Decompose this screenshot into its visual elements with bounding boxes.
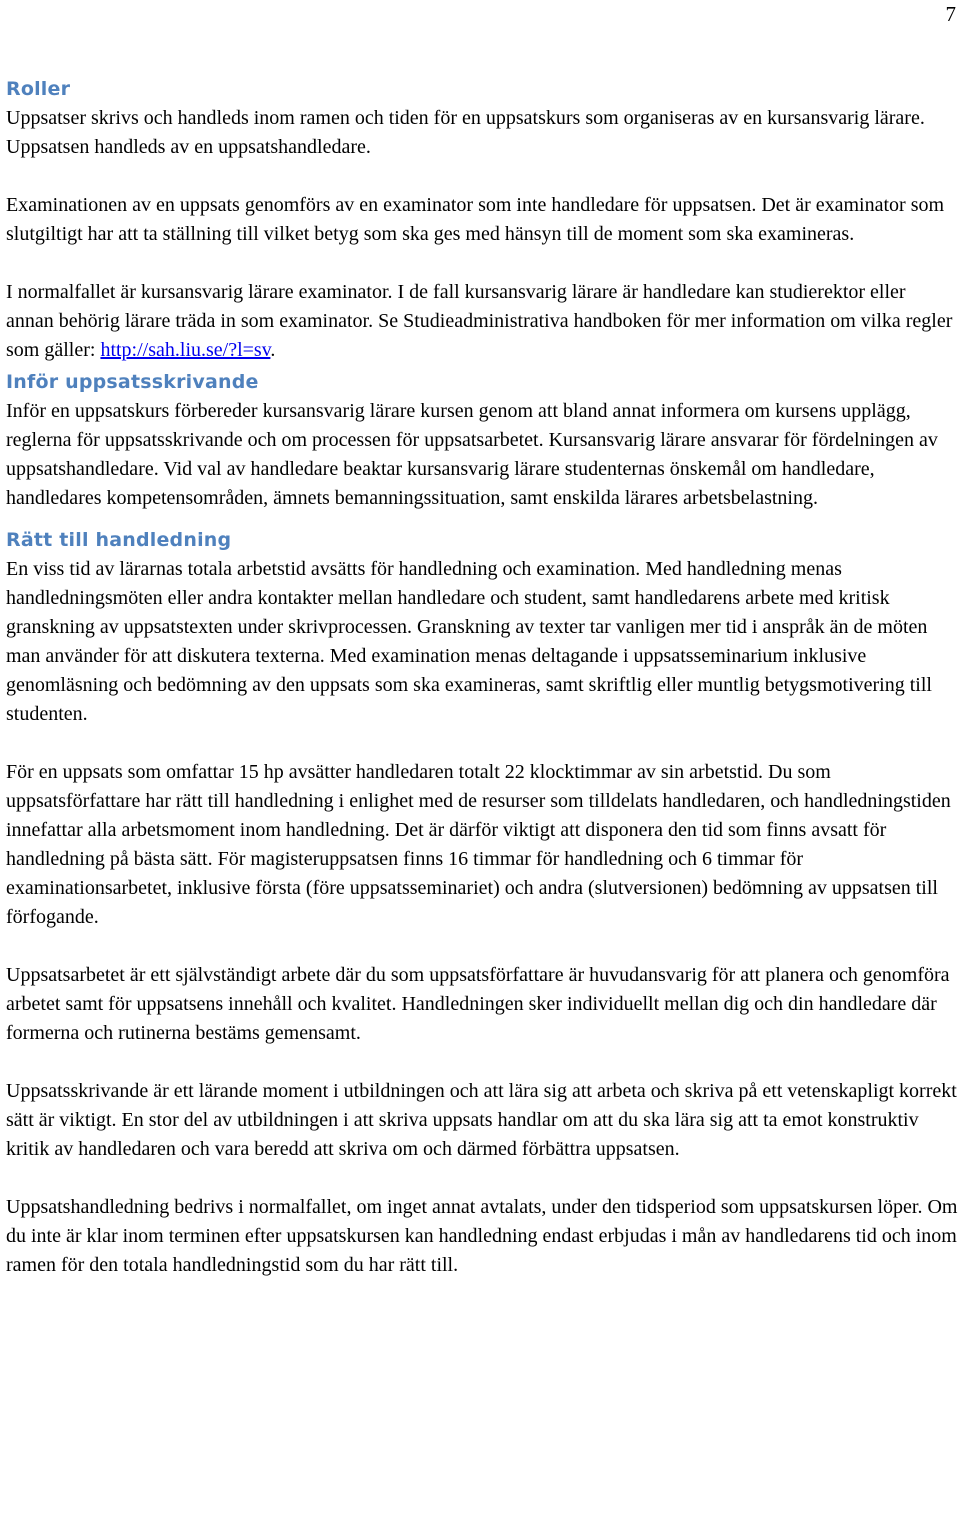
ratt-paragraph-4: Uppsatsskrivande är ett lärande moment i utbildningen och att lära sig att arbeta och skriva på ett vetenskapligt korrekt sätt är viktigt. En stor del av utbildningen i att skriva uppsats handlar om att du ska lära sig att ta emot konstruktiv kritik av handledaren och vara beredd att skriva om och därmed förbättra uppsatsen.: [6, 1080, 957, 1160]
roller-paragraph-2: Examinationen av en uppsats genomförs av en examinator som inte handledare för uppsatsen. Det är examinator som slutgiltigt har att ta ställning till vilket betyg som ska ges med hänsyn till de moment som ska examineras.: [6, 194, 945, 245]
section-heading-infor-uppsatsskrivande: Inför uppsatsskrivande: [6, 371, 259, 393]
roller-paragraph-3-text: I normalfallet är kursansvarig lärare examinator. I de fall kursansvarig lärare är handledare kan studierektor eller annan behörig lärare träda in som examinator. Se Studieadministrativa handboken för mer information om vilka regler som gäller:: [6, 281, 953, 361]
ratt-paragraph-1: En viss tid av lärarnas totala arbetstid avsätts för handledning och examination. Med handledning menas handledningsmöten eller andra kontakter mellan handledare och student, samt handledarens arbete med kritisk granskning av uppsatstexten under skrivprocessen. Granskning av texter tar vanligen mer tid i anspråk än de möten man använder för att diskutera texterna. Med examination menas deltagande i uppsatsseminarium inklusive genomläsning och bedömning av den uppsats som ska examineras, samt skriftlig eller muntlig betygsmotivering till studenten.: [6, 558, 932, 725]
page-number: 7: [945, 2, 956, 26]
roller-paragraph-3: [6, 278, 958, 365]
roller-paragraph-3-end: .: [270, 339, 276, 361]
ratt-paragraph-5: Uppsatshandledning bedrivs i normalfallet, om inget annat avtalats, under den tidsperiod som uppsatskursen löper. Om du inte är klar inom terminen efter uppsatskursen kan handledning endast erbjudas i mån av handledarens tid och inom ramen för den totala handledningstid som du har rätt till.: [6, 1196, 958, 1276]
section-heading-ratt-till-handledning: Rätt till handledning: [6, 529, 232, 551]
ratt-paragraph-3: Uppsatsarbetet är ett självständigt arbete där du som uppsatsförfattare är huvudansvarig för att planera och genomföra arbetet samt för uppsatsens innehåll och kvalitet. Handledningen sker individuellt mellan dig och din handledare där formerna och rutinerna bestäms gemensamt.: [6, 964, 950, 1044]
section-heading-roller: Roller: [6, 78, 71, 100]
ratt-paragraph-2: För en uppsats som omfattar 15 hp avsätter handledaren totalt 22 klocktimmar av sin arbetstid. Du som uppsatsförfattare har rätt till handledning i enlighet med de resurser som tilldelats handledaren, och handledningstiden innefattar alla arbetsmoment inom handledning. Det är därför viktigt att disponera den tid som finns avsatt för handledning på bästa sätt. För magisteruppsatsen finns 16 timmar för handledning och 6 timmar för examinationsarbetet, inklusive första (före uppsatsseminariet) och andra (slutversionen) bedömning av uppsatsen till förfogande.: [6, 761, 951, 928]
roller-paragraph-1: Uppsatser skrivs och handleds inom ramen och tiden för en uppsatskurs som organiseras av en kursansvarig lärare. Uppsatsen handleds av en uppsatshandledare.: [6, 107, 925, 158]
sah-link[interactable]: http://sah.liu.se/?l=sv: [100, 339, 271, 361]
document-body: [6, 74, 958, 1280]
infor-paragraph-1: Inför en uppsatskurs förbereder kursansvarig lärare kursen genom att bland annat informera om kursens upplägg, reglerna för uppsatsskrivande och om processen för uppsatsarbetet. Kursansvarig lärare ansvarar för fördelningen av uppsatshandledare. Vid val av handledare beaktar kursansvarig lärare studenternas önskemål om handledare, handledares kompetensområden, ämnets bemanningssituation, samt enskilda lärares arbetsbelastning.: [6, 400, 938, 509]
